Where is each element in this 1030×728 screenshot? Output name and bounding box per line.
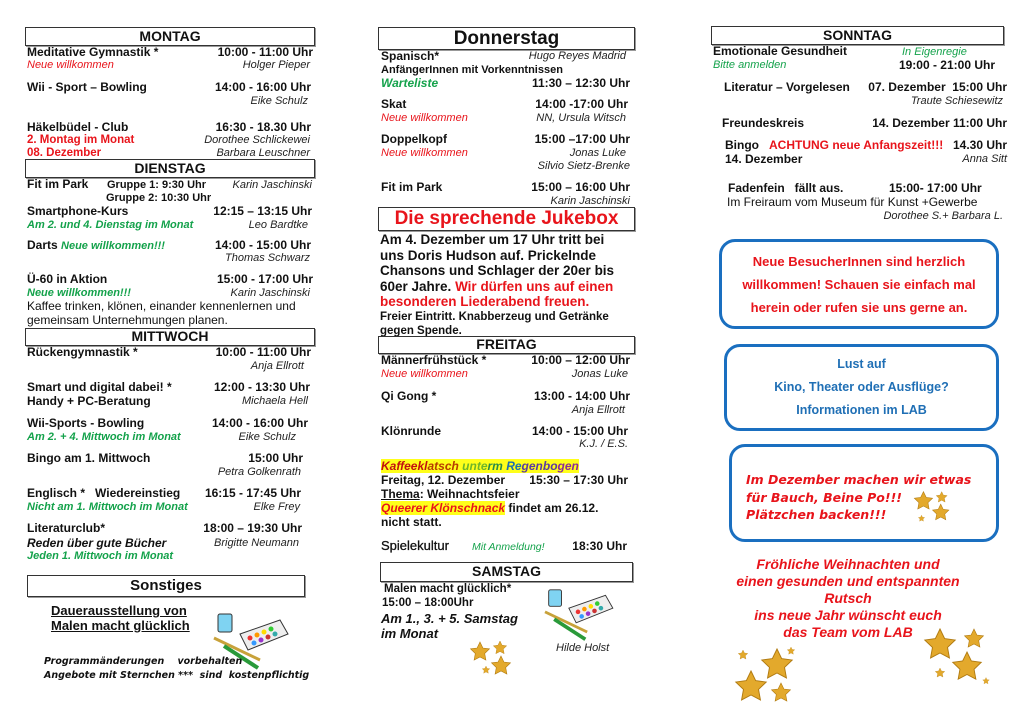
queer-text: findet am 26.12. xyxy=(505,501,599,515)
activity-time: 15:00 - 17:00 Uhr xyxy=(216,272,313,286)
activity-name: Fadenfein fällt aus. xyxy=(728,181,844,195)
stars-icon xyxy=(468,638,518,678)
title-part: Kaffeekl xyxy=(381,459,428,473)
activity-host: NN, Ursula Witsch xyxy=(536,112,626,124)
activity-time: 15:00 Uhr xyxy=(248,451,303,465)
welcome-line: Neue BesucherInnen sind herzlich xyxy=(752,254,966,269)
activity-subtitle: AnfängerInnen mit Vorkenntnissen xyxy=(381,64,563,76)
kaffeeklatsch-title xyxy=(381,459,579,473)
activity-name: Freundeskreis xyxy=(722,116,805,130)
culture-line: Lust auf xyxy=(837,357,886,371)
activity-title: Darts xyxy=(27,238,58,252)
wednesday-header: MITTWOCH xyxy=(25,328,315,346)
activity-name: Malen macht glücklich* xyxy=(384,583,512,595)
exhibit-title: Dauerausstellung von xyxy=(51,603,187,618)
activity-group: Gruppe 1: 9:30 Uhr xyxy=(107,179,207,191)
queer-text: nicht statt. xyxy=(381,515,442,529)
jukebox-text-part: 60er Jahre. xyxy=(380,278,456,294)
title-part: gen xyxy=(557,459,579,473)
activity-note: im Monat xyxy=(381,626,439,641)
activity-host: Leo Bardtke xyxy=(248,219,308,231)
activity-subtitle: Handy + PC-Beratung xyxy=(27,394,151,408)
jukebox-line xyxy=(380,279,614,295)
activity-note: Neue willkommen!!! xyxy=(61,240,165,252)
culture-line: Kino, Theater oder Ausflüge? xyxy=(774,380,949,394)
queer-notice xyxy=(381,501,598,515)
activity-note: Neue willkommen xyxy=(381,147,468,159)
title-part: rm xyxy=(487,459,507,473)
activity-host: Elke Frey xyxy=(253,501,300,513)
queer-title: Queerer Klönschnack xyxy=(381,501,506,515)
activity-time: 15:00 – 18:00Uhr xyxy=(382,597,474,609)
activity-time: 14:00 - 16:00 Uhr xyxy=(211,416,308,430)
activity-note: Warteliste xyxy=(381,76,439,90)
jukebox-line: gegen Spende. xyxy=(380,324,462,337)
culture-line: Informationen im LAB xyxy=(796,403,927,417)
activity-name xyxy=(27,238,165,253)
activity-note: 2. Montag im Monat xyxy=(27,134,135,146)
activity-host: Karin Jaschinski xyxy=(230,287,310,299)
activity-host: Thomas Schwarz xyxy=(225,252,310,264)
activity-time: 14.30 Uhr xyxy=(952,138,1007,152)
activity-time: 14:00 - 15:00 Uhr xyxy=(531,424,628,438)
welcome-line: herein oder rufen sie uns gerne an. xyxy=(750,300,968,315)
sunday-header: SONNTAG xyxy=(711,26,1004,45)
activity-name: Doppelkopf xyxy=(381,132,447,146)
activity-name: Männerfrühstück * xyxy=(381,353,487,367)
activity-subtitle: Reden über gute Bücher xyxy=(27,536,167,550)
jukebox-line: Am 4. Dezember um 17 Uhr tritt bei xyxy=(380,232,605,247)
activity-name: Literaturclub* xyxy=(27,521,106,535)
jukebox-highlight: besonderen Liederabend freuen. xyxy=(380,294,590,309)
greeting-line: ins neue Jahr wünscht euch xyxy=(754,607,942,623)
activity-note: Nicht am 1. Mittwoch im Monat xyxy=(27,501,188,513)
activity-host: Eike Schulz xyxy=(250,95,308,107)
activity-time: 11:30 – 12:30 Uhr xyxy=(531,76,630,90)
welcome-box xyxy=(719,239,999,329)
activity-host: Eike Schulz xyxy=(238,431,296,443)
title-part: atsch xyxy=(427,459,463,473)
jukebox-text xyxy=(380,232,614,338)
thursday-header: Donnerstag xyxy=(378,27,635,50)
misc-header: Sonstiges xyxy=(27,575,305,597)
monday-header: MONTAG xyxy=(25,27,315,46)
activity-time: 14:00 - 15:00 Uhr xyxy=(214,238,311,252)
activity-name: Smart und digital dabei! * xyxy=(27,380,172,394)
activity-time: 16:30 - 18.30 Uhr xyxy=(215,120,311,134)
activity-host: Hilde Holst xyxy=(556,642,610,654)
jukebox-line: Freier Eintritt. Knabberzeug und Getränke xyxy=(380,310,609,323)
activity-host: Traute Schiesewitz xyxy=(910,95,1003,107)
theme-value: : Weihnachtsfeier xyxy=(419,487,520,501)
activity-host: Holger Pieper xyxy=(242,59,310,71)
culture-box xyxy=(724,344,999,431)
activity-note: Mit Anmeldung! xyxy=(472,541,545,553)
activity-place: Im Freiraum vom Museum für Kunst +Gewerbe xyxy=(727,195,978,209)
activity-time: 10:00 - 11:00 Uhr xyxy=(217,45,313,59)
activity-time: 19:00 - 21:00 Uhr xyxy=(898,58,995,72)
activity-note: Neue willkommen!!! xyxy=(27,287,131,299)
jukebox-line: Chansons und Schlager der 20er bis xyxy=(380,263,615,278)
activity-description: gemeinsam Unternehmungen planen. xyxy=(27,313,228,327)
activity-host: Jonas Luke xyxy=(569,147,626,159)
activity-name: Meditative Gymnastik * xyxy=(27,45,159,59)
activity-host: Jonas Luke xyxy=(571,368,628,380)
jukebox-header: Die sprechende Jukebox xyxy=(378,207,635,231)
activity-note: Am 1., 3. + 5. Samstag xyxy=(381,611,518,626)
activity-time: 18:00 – 19:30 Uhr xyxy=(203,521,302,535)
activity-time: 15:00 –17:00 Uhr xyxy=(534,132,630,146)
activity-note: Bitte anmelden xyxy=(713,59,787,71)
exhibit-title: Malen macht glücklich xyxy=(51,618,190,633)
greeting-line: das Team vom LAB xyxy=(783,624,913,640)
stars-icon xyxy=(733,645,803,707)
activity-group: Gruppe 2: 10:30 Uhr xyxy=(106,192,212,204)
stars-icon xyxy=(910,486,958,528)
activity-time: 14:00 - 16:00 Uhr xyxy=(214,80,311,94)
activity-name: Wii - Sport – Bowling xyxy=(27,80,147,94)
baking-box xyxy=(729,444,999,542)
activity-host: Anna Sitt xyxy=(962,153,1007,165)
saturday-header: SAMSTAG xyxy=(380,562,633,582)
activity-date: 08. Dezember xyxy=(27,147,102,159)
footer-note: Programmänderungen vorbehalten xyxy=(44,656,243,667)
activity-name: Spielekultur xyxy=(381,538,449,553)
activity-time: 12:15 – 13:15 Uhr xyxy=(213,204,312,218)
activity-note: Am 2. und 4. Dienstag im Monat xyxy=(27,219,194,231)
activity-host: Anja Ellrott xyxy=(250,360,304,372)
title-part: Re xyxy=(506,459,522,473)
activity-datetime: 14. Dezember 11:00 Uhr xyxy=(872,116,1007,130)
activity-time: 10:00 – 12:00 Uhr xyxy=(531,353,630,367)
activity-host: K.J. / E.S. xyxy=(579,438,628,450)
activity-name: Spanisch* xyxy=(381,49,440,63)
baking-line: Im Dezember machen wir etwas xyxy=(746,472,972,487)
activity-host: Dorothee S.+ Barbara L. xyxy=(883,210,1003,222)
activity-tag: In Eigenregie xyxy=(902,46,967,58)
theme-label: Thema xyxy=(381,487,420,501)
greeting-line: Fröhliche Weihnachten und xyxy=(756,556,940,572)
activity-time: 18:30 Uhr xyxy=(572,539,627,553)
activity-host: Karin Jaschinski xyxy=(550,195,630,207)
activity-host: Michaela Hell xyxy=(241,395,308,407)
tuesday-header: DIENSTAG xyxy=(25,159,315,178)
activity-name: Ü-60 in Aktion xyxy=(27,272,108,286)
title-part: genbo xyxy=(521,459,558,473)
activity-time: 16:15 - 17:45 Uhr xyxy=(204,486,301,500)
activity-name: Klönrunde xyxy=(381,424,441,438)
activity-host: Silvio Sietz-Brenke xyxy=(537,160,630,172)
activity-name: Englisch * Wiedereinstieg xyxy=(27,486,181,500)
activity-name: Skat xyxy=(381,97,407,111)
greeting-line: einen gesunden und entspannten xyxy=(736,573,960,589)
activity-note: Neue willkommen xyxy=(27,59,114,71)
activity-time: 13:00 - 14:00 Uhr xyxy=(533,389,630,403)
activity-name: Bingo am 1. Mittwoch xyxy=(27,451,151,465)
kaffeeklatsch-theme xyxy=(381,487,520,501)
activity-name: Bingo xyxy=(725,138,759,152)
baking-line: für Bauch, Beine Po!!! xyxy=(746,489,902,505)
footer-note: Angebote mit Sternchen *** sind kostenpflichtig xyxy=(44,670,310,681)
activity-time: 15:00- 17:00 Uhr xyxy=(889,181,982,195)
welcome-line: willkommen! Schauen sie einfach mal xyxy=(742,277,976,292)
activity-date: 14. Dezember xyxy=(725,152,803,166)
stars-icon xyxy=(922,625,992,687)
activity-host: Anja Ellrott xyxy=(571,404,625,416)
activity-note: Am 2. + 4. Mittwoch im Monat xyxy=(27,431,181,443)
jukebox-highlight: Wir dürfen uns auf einen xyxy=(455,278,614,294)
activity-name: Smartphone-Kurs xyxy=(27,204,129,218)
activity-note: Jeden 1. Mittwoch im Monat xyxy=(27,550,174,562)
jukebox-line: uns Doris Hudson auf. Prickelnde xyxy=(380,247,597,263)
activity-name: Emotionale Gesundheit xyxy=(713,44,848,58)
activity-name: Fit im Park xyxy=(27,177,89,191)
baking-line: Plätzchen backen!!! xyxy=(746,507,887,522)
activity-host: Brigitte Neumann xyxy=(214,537,299,549)
title-part: unte xyxy=(462,459,488,473)
paint-palette-icon xyxy=(538,588,618,643)
activity-time: 12:00 - 13:30 Uhr xyxy=(213,380,310,394)
activity-note: Neue willkommen xyxy=(381,368,468,380)
activity-name: Literatur – Vorgelesen xyxy=(724,80,850,94)
activity-name: Fit im Park xyxy=(381,180,443,194)
activity-host: Dorothee Schlickewei xyxy=(204,134,310,146)
activity-time: 15:00 – 16:00 Uhr xyxy=(531,180,630,194)
kaffeeklatsch-date: Freitag, 12. Dezember xyxy=(381,473,506,487)
greeting-line: Rutsch xyxy=(824,590,872,606)
activity-alert: ACHTUNG neue Anfangszeit!!! xyxy=(769,138,944,152)
activity-note: Neue willkommen xyxy=(381,112,468,124)
activity-time: 10:00 - 11:00 Uhr xyxy=(215,345,311,359)
activity-time: 14:00 -17:00 Uhr xyxy=(535,97,628,111)
activity-host: Karin Jaschinski xyxy=(232,179,312,191)
activity-datetime: 07. Dezember 15:00 Uhr xyxy=(868,80,1007,94)
activity-name: Rückengymnastik * xyxy=(27,345,138,359)
activity-name: Qi Gong * xyxy=(381,389,437,403)
activity-description: Kaffee trinken, klönen, einander kennenlernen und xyxy=(27,299,296,313)
friday-header: FREITAG xyxy=(378,336,635,354)
activity-name: Wii-Sports - Bowling xyxy=(27,416,145,430)
kaffeeklatsch-time: 15:30 – 17:30 Uhr xyxy=(529,473,628,487)
activity-host: Hugo Reyes Madrid xyxy=(528,50,626,62)
activity-host: Petra Golkenrath xyxy=(217,466,301,478)
activity-host: Barbara Leuschner xyxy=(216,147,310,159)
activity-name: Häkelbüdel - Club xyxy=(27,120,129,134)
